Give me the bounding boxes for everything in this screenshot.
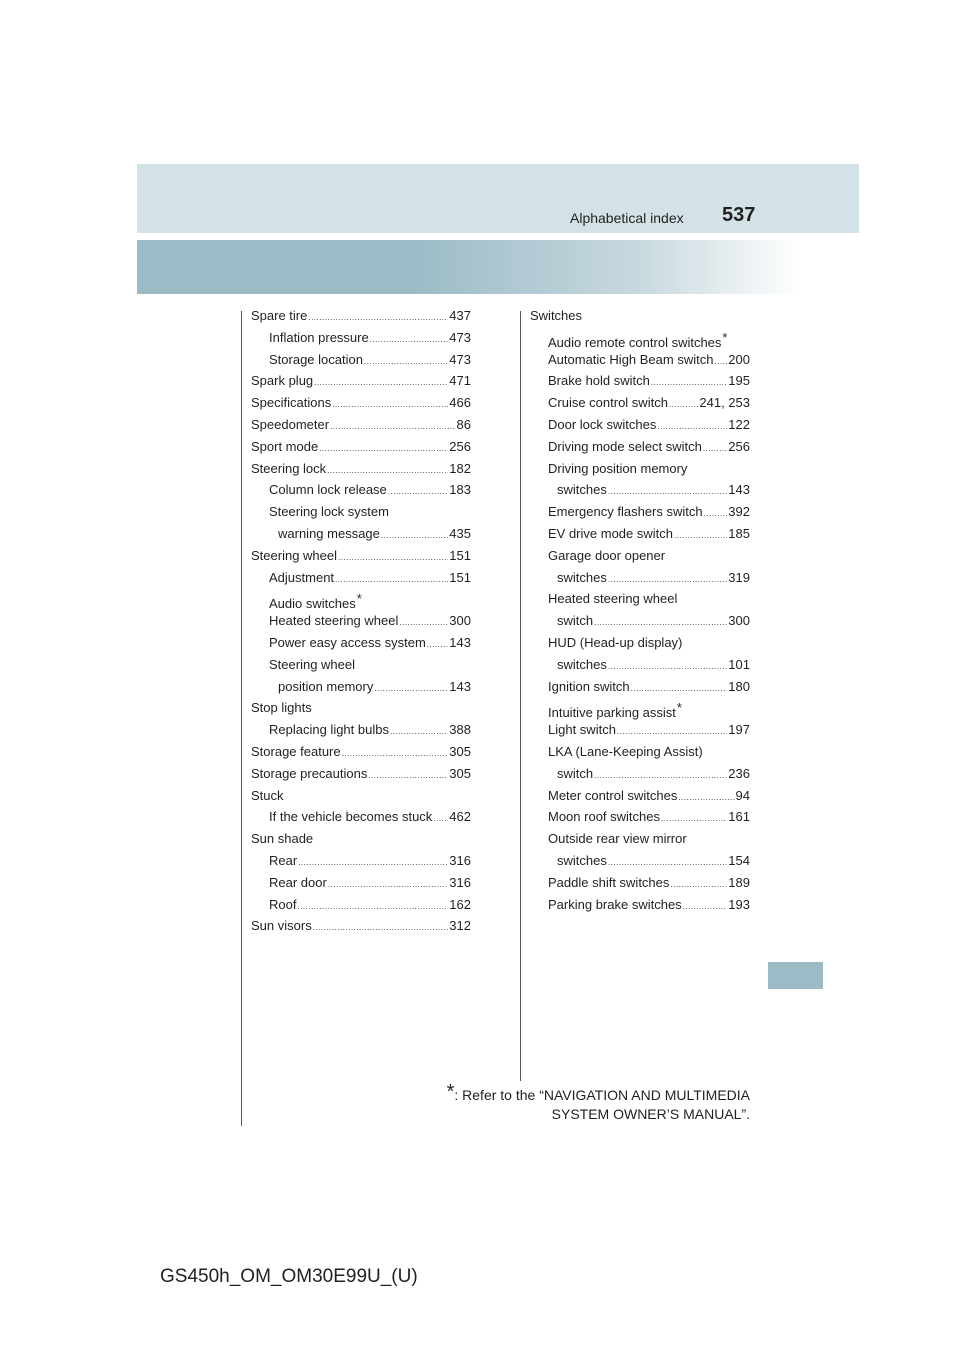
entry-page: 143: [449, 634, 471, 650]
page-number: 537: [722, 204, 756, 226]
dot-leader: [433, 808, 448, 830]
dot-leader: [328, 874, 448, 896]
entry-label: Specifications: [251, 395, 332, 411]
dot-leader: [330, 416, 455, 438]
dot-leader: [674, 525, 727, 547]
dot-leader: [703, 438, 727, 460]
entry-page: 151: [449, 547, 471, 563]
index-entry: [530, 872, 750, 894]
entry-page: 189: [728, 874, 750, 890]
index-entry: [251, 436, 471, 458]
dot-leader: [388, 481, 449, 503]
entry-label: Steering lock system: [269, 504, 389, 520]
index-entry: [251, 545, 471, 567]
entry-page: 185: [728, 525, 750, 541]
entry-label: switch: [557, 765, 594, 781]
entry-page: 316: [449, 874, 471, 890]
dot-leader: [381, 525, 448, 547]
entry-label: Power easy access system: [269, 634, 426, 650]
index-entry: [530, 697, 750, 719]
entry-page: 305: [449, 765, 471, 781]
entry-page: 392: [728, 504, 750, 520]
entry-label: switch: [557, 613, 594, 629]
index-entry: [530, 414, 750, 436]
index-entry: [251, 632, 471, 654]
entry-label: Storage feature: [251, 743, 341, 759]
index-entry: [530, 850, 750, 872]
entry-page: 143: [449, 678, 471, 694]
entry-label: Parking brake switches: [548, 896, 682, 912]
entry-label: Driving mode select switch: [548, 438, 702, 454]
index-entry: [251, 370, 471, 392]
dot-leader: [399, 612, 448, 634]
entry-label: Roof: [269, 896, 297, 912]
index-column-right: [530, 305, 750, 915]
index-entry: [530, 894, 750, 916]
entry-label: Rear: [269, 852, 298, 868]
entry-page: 162: [449, 896, 471, 912]
entry-label: Automatic High Beam switch: [548, 351, 714, 367]
index-entry: [530, 501, 750, 523]
dot-leader: [631, 678, 728, 700]
entry-label: Sun visors: [251, 918, 312, 934]
footnote-star: *: [446, 1081, 455, 1103]
dot-leader: [617, 721, 727, 743]
entry-page: 319: [728, 569, 750, 585]
index-entry: [251, 676, 471, 698]
entry-label: position memory: [278, 678, 374, 694]
index-entry: [251, 501, 471, 523]
dot-leader: [670, 874, 727, 896]
entry-label: Heated steering wheel: [548, 591, 678, 607]
dot-leader: [669, 394, 698, 416]
dot-leader: [594, 612, 727, 634]
dot-leader: [608, 656, 727, 678]
dot-leader: [608, 481, 727, 503]
entry-page: 183: [449, 482, 471, 498]
index-entry: [251, 588, 471, 610]
entry-label: LKA (Lane-Keeping Assist): [548, 743, 703, 759]
entry-label: Steering wheel: [269, 656, 355, 672]
entry-label: Column lock release: [269, 482, 387, 498]
dot-leader: [319, 438, 448, 460]
dot-leader: [368, 765, 448, 787]
dot-leader: [704, 503, 728, 525]
entry-page: 154: [728, 852, 750, 868]
index-entry: [530, 785, 750, 807]
entry-page: 300: [449, 613, 471, 629]
entry-label: Audio switches: [269, 596, 356, 612]
entry-page: 236: [728, 765, 750, 781]
footnote-star-marker: *: [676, 700, 682, 716]
entry-label: Moon roof switches: [548, 809, 660, 825]
column-divider-left: [241, 311, 242, 1126]
entry-label: warning message: [278, 525, 380, 541]
index-entry: [251, 349, 471, 371]
entry-label: Paddle shift switches: [548, 874, 670, 890]
footnote-line-1: : Refer to the “NAVIGATION AND MULTIMEDIA: [454, 1087, 750, 1103]
dot-leader: [370, 329, 449, 351]
index-entry: [251, 610, 471, 632]
entry-label: HUD (Head-up display): [548, 634, 683, 650]
index-entry: [251, 850, 471, 872]
entry-page: 388: [449, 722, 471, 738]
footnote-line-2: SYSTEM OWNER’S MANUAL”.: [551, 1106, 750, 1122]
index-entry: [530, 349, 750, 371]
dot-leader: [683, 896, 728, 918]
index-entry: [251, 741, 471, 763]
index-entry: [251, 654, 471, 676]
entry-page: 435: [449, 525, 471, 541]
index-entry: [251, 697, 471, 719]
dot-leader: [364, 351, 448, 373]
dot-leader: [651, 372, 727, 394]
index-entry: [251, 392, 471, 414]
entry-page: 466: [449, 395, 471, 411]
dot-leader: [297, 896, 448, 918]
entry-page: 182: [449, 460, 471, 476]
dot-leader: [314, 372, 448, 394]
dot-leader: [335, 569, 448, 591]
dot-leader: [608, 569, 727, 591]
dot-leader: [298, 852, 448, 874]
entry-page: 256: [449, 438, 471, 454]
entry-label: Sport mode: [251, 438, 319, 454]
section-title: Alphabetical index: [570, 210, 684, 226]
index-entry: [530, 741, 750, 763]
index-entry: [530, 436, 750, 458]
dot-leader: [374, 678, 448, 700]
index-entry: [251, 458, 471, 480]
index-entry: [530, 632, 750, 654]
entry-label: Rear door: [269, 874, 327, 890]
entry-page: 86: [456, 416, 471, 432]
entry-label: Meter control switches: [548, 787, 678, 803]
index-entry: [251, 523, 471, 545]
index-entry: [530, 763, 750, 785]
entry-label: switches: [557, 482, 607, 498]
index-entry: [251, 567, 471, 589]
entry-page: 462: [449, 809, 471, 825]
entry-page: 161: [728, 809, 750, 825]
entry-label: switches: [557, 656, 607, 672]
index-entry: [530, 370, 750, 392]
index-entry: [530, 676, 750, 698]
entry-label: Ignition switch: [548, 678, 630, 694]
dot-leader: [594, 765, 727, 787]
entry-label: Stuck: [251, 787, 284, 803]
section-thumb-tab: [768, 962, 823, 989]
entry-page: 471: [449, 373, 471, 389]
entry-label: Switches: [530, 308, 583, 323]
dot-leader: [327, 460, 448, 482]
footnote: [400, 1083, 750, 1124]
entry-label: Emergency flashers switch: [548, 504, 703, 520]
entry-page: 200: [728, 351, 750, 367]
dot-leader: [678, 787, 734, 809]
index-entry: [251, 806, 471, 828]
index-entry: [530, 588, 750, 610]
index-entry: [251, 327, 471, 349]
entry-page: 151: [449, 569, 471, 585]
index-entry: [530, 327, 750, 349]
dot-leader: [332, 394, 448, 416]
index-entry: [530, 806, 750, 828]
entry-page: 437: [449, 308, 471, 323]
dot-leader: [714, 351, 727, 373]
entry-label: Cruise control switch: [548, 395, 668, 411]
entry-page: 143: [728, 482, 750, 498]
index-entry: [530, 479, 750, 501]
index-entry: [251, 763, 471, 785]
entry-label: Audio remote control switches: [548, 334, 722, 350]
dot-leader: [427, 634, 449, 656]
entry-label: switches: [557, 569, 607, 585]
dot-leader: [657, 416, 727, 438]
dot-leader: [308, 307, 448, 329]
index-entry: [251, 305, 471, 327]
index-entry: [530, 567, 750, 589]
entry-label: Door lock switches: [548, 416, 657, 432]
index-entry: [530, 523, 750, 545]
index-entry: [251, 828, 471, 850]
entry-label: Steering wheel: [251, 547, 337, 563]
index-entry: [251, 719, 471, 741]
entry-label: Spare tire: [251, 308, 308, 323]
document-code: GS450h_OM_OM30E99U_(U): [160, 1266, 418, 1287]
index-entry: [530, 305, 750, 327]
entry-page: 180: [728, 678, 750, 694]
index-entry: [251, 915, 471, 937]
dot-leader: [342, 743, 449, 765]
entry-page: 241, 253: [699, 395, 750, 411]
index-entry: [251, 785, 471, 807]
entry-page: 473: [449, 351, 471, 367]
index-entry: [530, 719, 750, 741]
index-entry: [530, 654, 750, 676]
entry-page: 195: [728, 373, 750, 389]
entry-page: 193: [728, 896, 750, 912]
entry-label: Stop lights: [251, 700, 312, 716]
dot-leader: [338, 547, 448, 569]
entry-label: Outside rear view mirror: [548, 831, 687, 847]
entry-label: EV drive mode switch: [548, 525, 673, 541]
entry-page: 316: [449, 852, 471, 868]
dot-leader: [390, 721, 448, 743]
footnote-star-marker: *: [356, 591, 362, 607]
entry-page: 122: [728, 416, 750, 432]
entry-label: Spark plug: [251, 373, 314, 389]
column-divider-middle: [520, 311, 521, 1081]
entry-label: Inflation pressure: [269, 329, 369, 345]
index-entry: [530, 610, 750, 632]
entry-label: If the vehicle becomes stuck: [269, 809, 433, 825]
entry-label: Light switch: [548, 722, 616, 738]
entry-label: switches: [557, 852, 607, 868]
entry-page: 312: [449, 918, 471, 934]
entry-page: 256: [728, 438, 750, 454]
dot-leader: [608, 852, 727, 874]
entry-page: 101: [728, 656, 750, 672]
entry-label: Adjustment: [269, 569, 335, 585]
index-entry: [530, 828, 750, 850]
entry-page: 197: [728, 722, 750, 738]
index-column-left: [251, 305, 471, 937]
entry-label: Heated steering wheel: [269, 613, 399, 629]
index-entry: [530, 458, 750, 480]
entry-label: Intuitive parking assist: [548, 705, 676, 721]
dot-leader: [313, 917, 449, 939]
entry-label: Driving position memory: [548, 460, 688, 476]
entry-page: 305: [449, 743, 471, 759]
index-entry: [251, 414, 471, 436]
entry-label: Garage door opener: [548, 547, 666, 563]
index-entry: [530, 545, 750, 567]
index-entry: [251, 479, 471, 501]
entry-label: Replacing light bulbs: [269, 722, 389, 738]
index-entry: [251, 894, 471, 916]
footnote-star-marker: *: [722, 329, 728, 345]
header-gradient-band: [137, 240, 859, 294]
entry-label: Sun shade: [251, 831, 314, 847]
dot-leader: [661, 808, 727, 830]
entry-label: Steering lock: [251, 460, 327, 476]
entry-label: Storage precautions: [251, 765, 368, 781]
entry-page: 473: [449, 329, 471, 345]
index-entry: [530, 392, 750, 414]
entry-label: Storage location: [269, 351, 363, 367]
entry-label: Speedometer: [251, 416, 330, 432]
entry-page: 94: [735, 787, 750, 803]
index-entry: [251, 872, 471, 894]
entry-label: Brake hold switch: [548, 373, 650, 389]
entry-page: 300: [728, 613, 750, 629]
